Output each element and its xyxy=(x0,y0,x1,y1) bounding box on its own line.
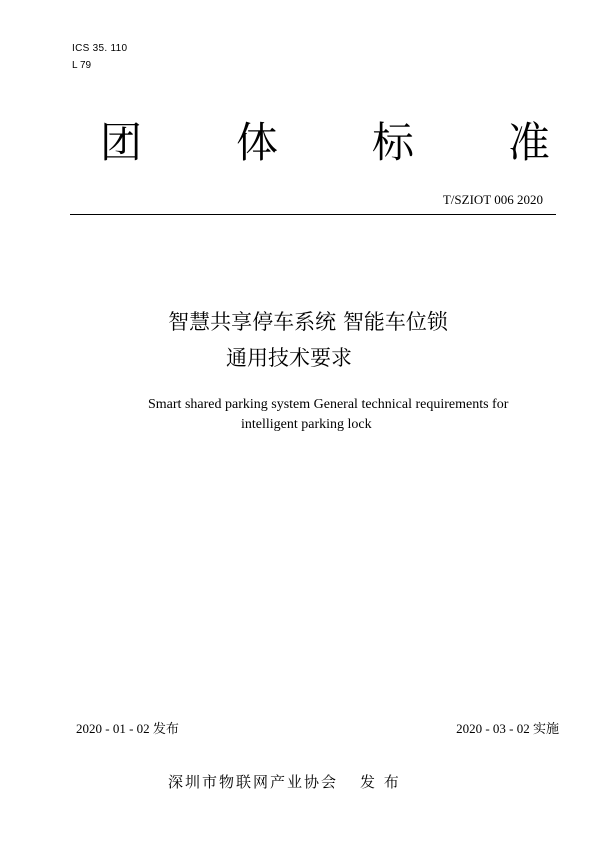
standard-type-title xyxy=(100,118,550,168)
issue-date: 2020 - 01 - 02 发布 xyxy=(76,721,179,736)
standard-type-char: 团 xyxy=(100,118,143,167)
issuer-action: 发 布 xyxy=(360,773,401,791)
clc-code: L 79 xyxy=(72,60,92,71)
chinese-title-line-2: 通用技术要求 xyxy=(226,346,352,370)
english-title-line-2: intelligent parking lock xyxy=(241,417,372,432)
standard-type-char: 准 xyxy=(507,118,550,167)
issuer-line xyxy=(168,771,401,792)
header-divider xyxy=(70,214,556,215)
document-number: T/SZIOT 006 2020 xyxy=(442,192,543,207)
standard-type-char: 体 xyxy=(235,118,278,167)
standard-type-char: 标 xyxy=(371,118,414,167)
ics-code: ICS 35. 110 xyxy=(72,43,128,54)
english-title-line-1: Smart shared parking system General technical requirements for xyxy=(148,397,509,412)
implementation-date: 2020 - 03 - 02 实施 xyxy=(456,721,559,736)
issuer-organization: 深圳市物联网产业协会 xyxy=(168,773,339,791)
chinese-title-line-1: 智慧共享停车系统 智能车位锁 xyxy=(168,310,448,334)
